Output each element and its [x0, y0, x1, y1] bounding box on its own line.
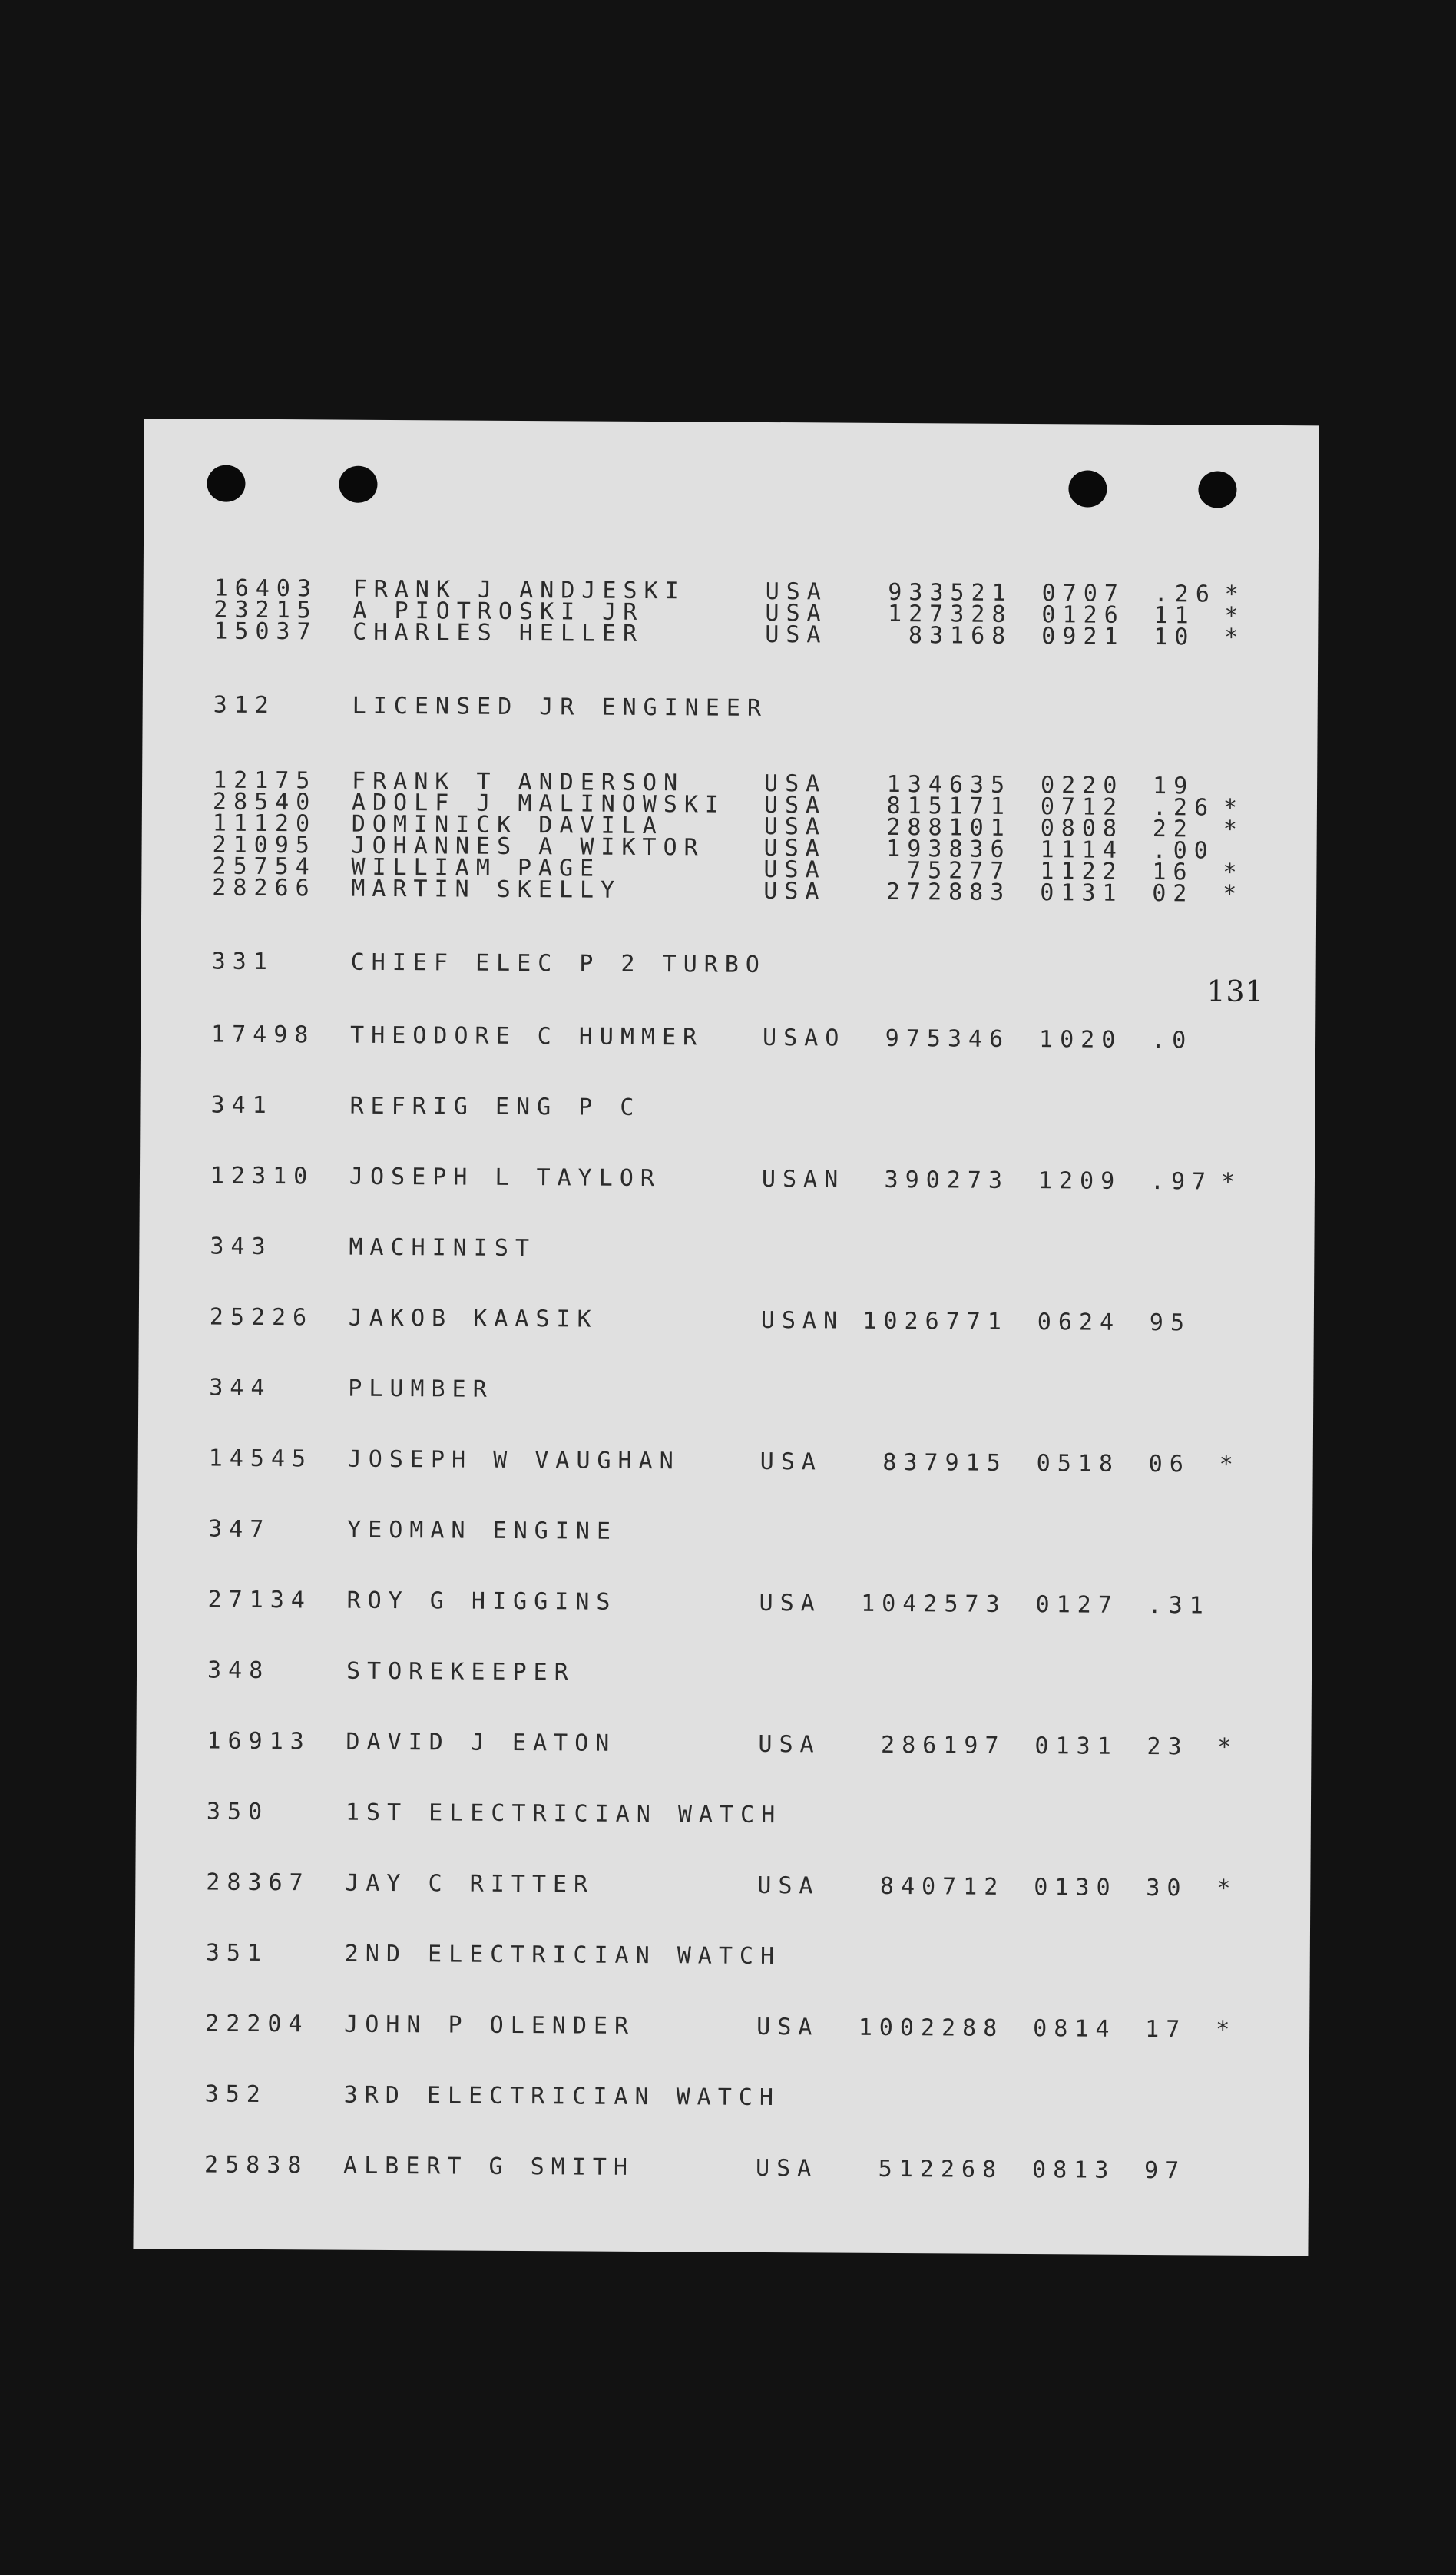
entry-name: DOMINICK DAVILA: [351, 810, 663, 840]
entry-date: 0130: [1034, 1874, 1117, 1901]
ledger-sheet: [133, 419, 1319, 2256]
ledger-rows: [144, 419, 1319, 2185]
entry-name: DAVID J EATON: [346, 1728, 617, 1757]
entry-name: WILLIAM PAGE: [351, 853, 601, 882]
entry-name: JOHN P OLENDER: [344, 2011, 636, 2040]
section-title: PLUMBER: [348, 1375, 494, 1403]
entry-number: 15037: [213, 617, 318, 646]
entry-citizenship: USA: [765, 599, 828, 627]
entry-value: .26: [1153, 581, 1216, 608]
entry-number: 16913: [207, 1727, 311, 1756]
entry-mark: *: [1217, 1733, 1239, 1761]
entry-value: 16: [1152, 859, 1194, 886]
entry-mark: *: [1216, 1875, 1238, 1902]
entry-id: 1002288: [858, 2014, 1004, 2042]
entry-date: 0131: [1034, 1733, 1118, 1760]
entry-citizenship: USA: [758, 1730, 821, 1759]
entry-mark: *: [1220, 1168, 1243, 1196]
entry-value: 19: [1152, 773, 1195, 800]
entry-citizenship: USA: [755, 2154, 819, 2183]
entry-citizenship: USA: [763, 813, 827, 841]
entry-id: 288101: [886, 813, 1011, 842]
entry-number: 28540: [212, 788, 317, 816]
entry-id: 83168: [908, 622, 1013, 650]
entry-number: 28266: [212, 874, 316, 902]
punch-hole: [339, 466, 377, 503]
entry-number: 16403: [213, 574, 319, 603]
entry-id: 127328: [887, 600, 1013, 628]
entry-value: .31: [1147, 1592, 1210, 1620]
entry-id: 933521: [888, 578, 1013, 607]
section-code: 352: [204, 2080, 267, 2109]
entry-name: JAKOB KAASIK: [348, 1304, 598, 1333]
entry-mark: *: [1216, 2016, 1237, 2044]
entry-citizenship: USA: [763, 791, 827, 819]
entry-date: 0127: [1035, 1591, 1119, 1619]
entry-citizenship: USAO: [762, 1024, 846, 1052]
entry-id: 512268: [878, 2155, 1004, 2183]
section-code: 351: [205, 1939, 269, 1968]
entry-value: 30: [1146, 1875, 1188, 1902]
page-number: 131: [1206, 974, 1265, 1008]
section-title: MACHINIST: [349, 1233, 537, 1263]
entry-citizenship: USA: [756, 2013, 819, 2041]
entry-name: FRANK J ANDJESKI: [352, 575, 686, 605]
entry-value: 97: [1143, 2156, 1186, 2185]
entry-citizenship: USAN: [761, 1165, 845, 1193]
entry-id: 840712: [879, 1872, 1005, 1901]
entry-number: 14545: [208, 1445, 313, 1473]
entry-number: 22204: [205, 2010, 309, 2038]
entry-mark: *: [1223, 880, 1244, 908]
entry-date: 0126: [1041, 601, 1125, 629]
entry-citizenship: USA: [763, 877, 826, 905]
entry-value: .0: [1150, 1027, 1193, 1054]
entry-name: ADOLF J MALINOWSKI: [351, 789, 726, 819]
entry-name: THEODORE C HUMMER: [349, 1021, 704, 1051]
entry-date: 0131: [1040, 879, 1123, 907]
entry-citizenship: USA: [759, 1448, 823, 1476]
section-title: YEOMAN ENGINE: [347, 1516, 618, 1545]
section-title: 3RD ELECTRICIAN WATCH: [343, 2081, 781, 2112]
entry-mark: *: [1224, 581, 1246, 608]
section-title: CHIEF ELEC P 2 TURBO: [350, 948, 767, 978]
section-code: 350: [206, 1798, 270, 1826]
entry-date: 0220: [1040, 772, 1124, 799]
entry-name: JOHANNES A WIKTOR: [351, 832, 705, 862]
entry-value: 22: [1152, 816, 1194, 843]
section-title: LICENSED JR ENGINEER: [352, 692, 769, 722]
entry-name: JOSEPH W VAUGHAN: [347, 1445, 680, 1475]
section-code: 331: [211, 948, 274, 976]
entry-name: A PIOTROSKI JR: [352, 597, 644, 626]
section-title: 2ND ELECTRICIAN WATCH: [344, 1940, 782, 1971]
entry-number: 17498: [210, 1021, 316, 1049]
entry-value: 23: [1147, 1733, 1189, 1761]
entry-date: 1209: [1037, 1167, 1122, 1195]
entry-citizenship: USA: [759, 1589, 822, 1617]
entry-id: 75277: [907, 857, 1011, 885]
section-code: 312: [213, 691, 276, 720]
section-title: REFRIG ENG P C: [349, 1092, 641, 1121]
entry-value: 10: [1153, 624, 1196, 651]
entry-citizenship: USA: [765, 621, 828, 649]
entry-id: 193836: [886, 835, 1011, 863]
entry-id: 134635: [886, 770, 1012, 799]
entry-citizenship: USA: [763, 856, 826, 884]
entry-citizenship: USA: [763, 834, 826, 862]
entry-date: 0707: [1041, 580, 1125, 607]
section-title: 1ST ELECTRICIAN WATCH: [345, 1799, 783, 1829]
punch-hole: [207, 465, 245, 501]
entry-value: 11: [1153, 602, 1196, 630]
entry-name: ROY G HIGGINS: [346, 1587, 617, 1616]
entry-id: 975346: [885, 1024, 1011, 1053]
entry-citizenship: USA: [764, 770, 827, 798]
entry-name: MARTIN SKELLY: [351, 875, 622, 904]
entry-date: 0808: [1040, 815, 1124, 842]
entry-citizenship: USA: [765, 578, 828, 606]
entry-value: .00: [1152, 837, 1215, 865]
section-code: 341: [210, 1091, 273, 1120]
entry-date: 0624: [1037, 1309, 1121, 1336]
entry-value: 02: [1152, 880, 1194, 908]
entry-number: 28367: [206, 1868, 310, 1897]
entry-date: 1114: [1040, 836, 1123, 864]
entry-citizenship: USAN: [760, 1306, 845, 1335]
section-code: 347: [208, 1515, 271, 1544]
entry-value: 06: [1148, 1451, 1190, 1478]
section-code: 344: [209, 1374, 272, 1402]
entry-id: 837915: [882, 1448, 1008, 1477]
entry-mark: *: [1223, 816, 1244, 843]
entry-name: CHARLES HELLER: [352, 618, 644, 647]
entry-date: 1020: [1038, 1026, 1123, 1054]
entry-id: 272883: [885, 878, 1011, 906]
entry-name: ALBERT G SMITH: [343, 2152, 635, 2181]
entry-number: 12175: [213, 766, 317, 795]
entry-id: 1042573: [861, 1590, 1007, 1618]
entry-name: JOSEPH L TAYLOR: [349, 1163, 662, 1193]
entry-date: 0814: [1033, 2015, 1117, 2043]
entry-number: 12310: [210, 1162, 315, 1190]
entry-number: 25838: [204, 2151, 309, 2179]
entry-number: 25226: [209, 1303, 314, 1332]
entry-date: 0921: [1041, 623, 1125, 650]
entry-date: 0712: [1040, 793, 1124, 821]
entry-name: JAY C RITTER: [345, 1869, 595, 1898]
entry-mark: *: [1224, 602, 1246, 630]
entry-mark: *: [1223, 859, 1244, 886]
entry-date: 0813: [1031, 2156, 1116, 2184]
section-code: 348: [207, 1657, 270, 1685]
entry-value: .97: [1150, 1168, 1213, 1196]
entry-citizenship: USA: [757, 1872, 820, 1900]
entry-id: 390273: [884, 1166, 1010, 1194]
entry-date: 0518: [1036, 1450, 1120, 1478]
entry-number: 27134: [207, 1586, 313, 1614]
entry-number: 23215: [213, 596, 318, 624]
entry-value: 17: [1145, 2016, 1187, 2044]
entry-mark: *: [1224, 624, 1246, 651]
entry-mark: *: [1219, 1451, 1240, 1478]
entry-id: 286197: [880, 1731, 1006, 1759]
entry-number: 11120: [212, 809, 317, 838]
entry-id: 815171: [886, 792, 1012, 820]
entry-value: .26: [1152, 794, 1216, 822]
entry-number: 21095: [212, 831, 317, 859]
punch-hole: [1198, 471, 1236, 508]
entry-number: 25754: [212, 852, 316, 881]
entry-date: 1122: [1040, 858, 1123, 885]
section-code: 343: [210, 1233, 273, 1261]
section-title: STOREKEEPER: [346, 1657, 575, 1686]
entry-mark: *: [1223, 794, 1245, 822]
punch-hole: [1068, 470, 1107, 507]
entry-id: 1026771: [862, 1307, 1008, 1335]
entry-name: FRANK T ANDERSON: [352, 767, 685, 797]
entry-value: 95: [1149, 1309, 1192, 1337]
